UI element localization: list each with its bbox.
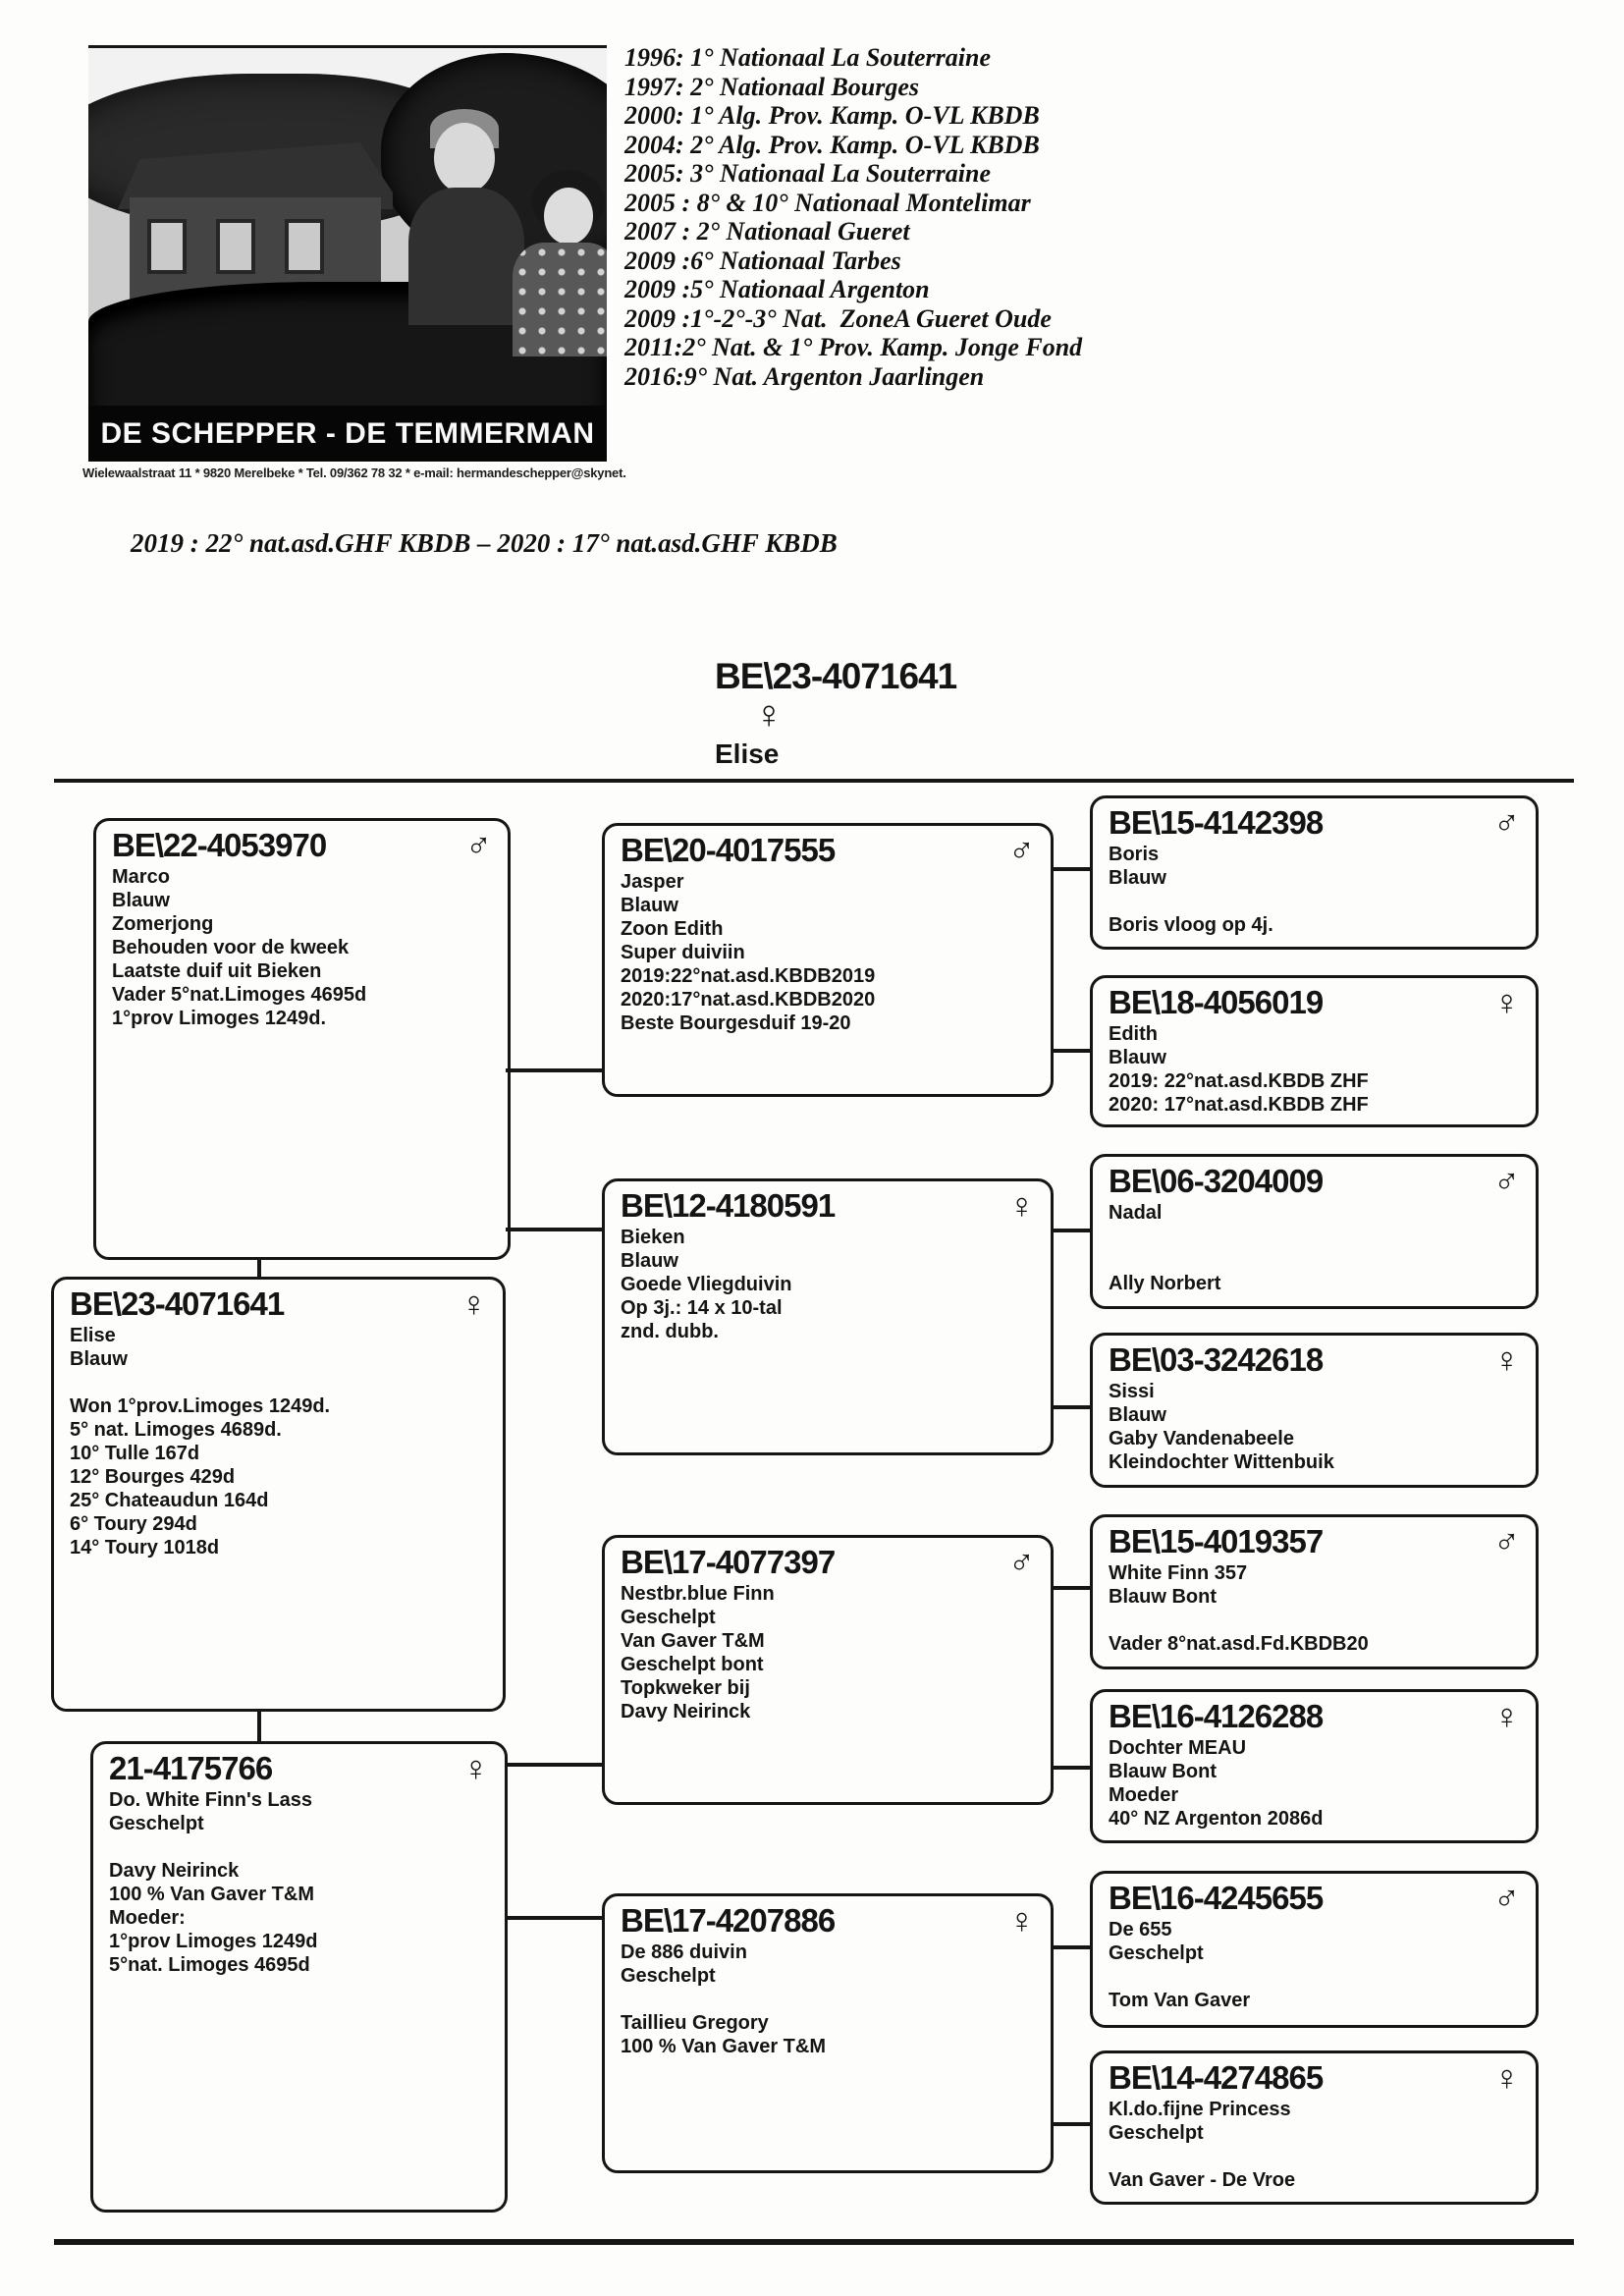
box-line: Vader 5°nat.Limoges 4695d: [112, 983, 367, 1006]
pedigree-connector: [1052, 1586, 1092, 1590]
box-line: Geschelpt: [1109, 1941, 1204, 1964]
box-line: 100 % Van Gaver T&M: [621, 2035, 826, 2057]
box-line: Boris vloog op 4j.: [1109, 913, 1273, 936]
box-line: [1109, 1248, 1520, 1272]
box-line: Won 1°prov.Limoges 1249d.: [70, 1394, 331, 1417]
male-symbol-icon: ♂: [465, 825, 492, 865]
box-line: 40° NZ Argenton 2086d: [1109, 1807, 1324, 1830]
box-line: Blauw: [1109, 1403, 1166, 1426]
box-line: Vader 8°nat.asd.Fd.KBDB20: [1109, 1632, 1369, 1655]
ring-number: BE\06-3204009: [1109, 1163, 1324, 1199]
box-line: [1109, 1225, 1520, 1248]
loft-photo: [88, 45, 607, 462]
achievement-line: 2009 :1°-2°-3° Nat. ZoneA Gueret Oude: [624, 303, 1052, 333]
box-line: Van Gaver T&M: [621, 1629, 765, 1652]
box-line: Topkweker bij: [621, 1676, 750, 1699]
box-lines: [1093, 1199, 1536, 1295]
pedigree-connector: [506, 1228, 604, 1231]
box-line: Blauw: [1109, 1046, 1166, 1068]
box-line: Blauw: [70, 1347, 128, 1370]
box-line: Nestbr.blue Finn: [621, 1582, 775, 1605]
ring-number: BE\18-4056019: [1109, 984, 1324, 1020]
box-lines: [1093, 1916, 1536, 2012]
box-line: Zoon Edith: [621, 917, 724, 940]
photo-window: [216, 219, 255, 274]
photo-man: [434, 123, 495, 193]
box-line: Geschelpt: [109, 1812, 204, 1834]
pedigree-connector: [1052, 1405, 1092, 1409]
female-symbol-icon: ♀: [1493, 1339, 1520, 1380]
bottom-divider: [54, 2239, 1574, 2245]
ring-number: BE\17-4077397: [621, 1544, 836, 1580]
box-line: Geschelpt: [621, 1606, 716, 1628]
box-line: 5° nat. Limoges 4689d.: [70, 1418, 282, 1441]
ring-number: BE\16-4245655: [1109, 1880, 1324, 1916]
box-line: Goede Vliegduivin: [621, 1273, 792, 1295]
pedigree-connector: [1052, 867, 1092, 871]
box-lines: [1093, 1559, 1536, 1656]
box-line: Laatste duif uit Bieken: [112, 959, 322, 982]
box-line: 1°prov Limoges 1249d: [109, 1930, 318, 1952]
top-divider: [54, 779, 1574, 783]
female-symbol-icon: ♀: [460, 1284, 487, 1324]
box-lines: [1093, 1378, 1536, 1474]
achievement-line: 2009 :5° Nationaal Argenton: [624, 275, 930, 303]
subject-name: Elise: [715, 738, 780, 769]
box-line: [109, 1835, 489, 1859]
pedigree-box-princess: [1090, 2050, 1539, 2205]
pedigree-box-nadal: [1090, 1154, 1539, 1309]
pedigree-connector: [506, 1068, 604, 1072]
box-lines: [1093, 841, 1536, 937]
box-line: 25° Chateaudun 164d: [70, 1489, 269, 1511]
address-line: Wielewaalstraat 11 * 9820 Merelbeke * Tel. 09/362 78 32 * e-mail: hermandeschepper@skynet.: [82, 465, 626, 480]
box-lines: [605, 1939, 1051, 2058]
box-line: Behouden voor de kweek: [112, 936, 350, 958]
male-symbol-icon: ♂: [1493, 1161, 1520, 1201]
box-line: Van Gaver - De Vroe: [1109, 2168, 1296, 2191]
achievements-list: [624, 43, 1082, 391]
box-line: Davy Neirinck: [109, 1859, 240, 1882]
box-line: [1109, 1609, 1520, 1632]
box-lines: [1093, 2096, 1536, 2192]
box-line: [1109, 1965, 1520, 1989]
achievement-line: 2007 : 2° Nationaal Gueret: [624, 217, 910, 246]
box-line: Elise: [70, 1324, 116, 1346]
box-line: Bieken: [621, 1226, 685, 1248]
box-line: 5°nat. Limoges 4695d: [109, 1953, 310, 1976]
box-lines: [93, 1786, 505, 1977]
box-line: Taillieu Gregory: [621, 2011, 769, 2034]
box-line: [1109, 2145, 1520, 2168]
achievement-line: 2011:2° Nat. & 1° Prov. Kamp. Jonge Fond: [624, 333, 1083, 361]
female-symbol-icon: ♀: [1008, 1900, 1035, 1941]
box-line: 2020: 17°nat.asd.KBDB ZHF: [1109, 1093, 1369, 1116]
pedigree-connector: [506, 1763, 604, 1767]
pedigree-box-sissi: [1090, 1333, 1539, 1488]
box-line: Jasper: [621, 870, 684, 893]
ring-number: BE\15-4142398: [1109, 804, 1324, 841]
male-symbol-icon: ♂: [1493, 1521, 1520, 1561]
box-line: 100 % Van Gaver T&M: [109, 1883, 314, 1905]
male-symbol-icon: ♂: [1493, 802, 1520, 843]
box-line: Nadal: [1109, 1201, 1163, 1224]
achievement-line: 1997: 2° Nationaal Bourges: [624, 72, 920, 101]
box-line: Super duiviin: [621, 941, 745, 963]
ring-number: BE\17-4207886: [621, 1902, 836, 1939]
pedigree-connector: [257, 1710, 261, 1743]
female-symbol-icon: ♀: [1493, 1696, 1520, 1736]
box-line: 2020:17°nat.asd.KBDB2020: [621, 988, 876, 1011]
achievement-line: 2009 :6° Nationaal Tarbes: [624, 246, 901, 275]
box-line: Blauw: [621, 894, 678, 916]
pedigree-box-elise: [51, 1277, 506, 1712]
ring-number: 21-4175766: [109, 1750, 273, 1786]
box-line: Kleindochter Wittenbuik: [1109, 1450, 1334, 1473]
box-line: Blauw: [1109, 866, 1166, 889]
subject-ring-number: BE\23-4071641: [715, 656, 957, 696]
male-symbol-icon: ♂: [1008, 1542, 1035, 1582]
box-lines: [605, 1580, 1051, 1723]
ring-number: BE\16-4126288: [1109, 1698, 1324, 1734]
photo-man: [408, 188, 524, 325]
photo-window: [285, 219, 324, 274]
pedigree-connector: [1052, 1229, 1092, 1232]
box-lines: [96, 863, 508, 1030]
box-line: Geschelpt: [621, 1964, 716, 1987]
box-line: 2019:22°nat.asd.KBDB2019: [621, 964, 876, 987]
female-symbol-icon: ♀: [754, 693, 784, 737]
pedigree-box-de-655: [1090, 1871, 1539, 2028]
female-symbol-icon: ♀: [1493, 2057, 1520, 2098]
ring-number: BE\20-4017555: [621, 832, 836, 868]
box-line: Tom Van Gaver: [1109, 1989, 1251, 2011]
box-line: Blauw: [621, 1249, 678, 1272]
loft-name-banner: [88, 406, 607, 462]
ring-number: BE\12-4180591: [621, 1187, 836, 1224]
box-line: Ally Norbert: [1109, 1272, 1221, 1294]
pedigree-box-jasper: [602, 823, 1054, 1097]
box-line: Op 3j.: 14 x 10-tal: [621, 1296, 783, 1319]
box-line: 1°prov Limoges 1249d.: [112, 1007, 327, 1029]
pedigree-box-white-finn-357: [1090, 1514, 1539, 1669]
photo-window: [147, 219, 187, 274]
box-line: [621, 1988, 1035, 2011]
pedigree-connector: [506, 1916, 604, 1920]
box-line: De 655: [1109, 1918, 1172, 1941]
achievements-extra-line: 2019 : 22° nat.asd.GHF KBDB – 2020 : 17° nat.asd.GHF KBDB: [131, 528, 838, 558]
box-line: znd. dubb.: [621, 1320, 719, 1342]
box-line: Blauw: [112, 889, 170, 911]
photo-woman: [513, 243, 607, 356]
pedigree-box-marco: [93, 818, 511, 1260]
achievement-line: 2005 : 8° & 10° Nationaal Montelimar: [624, 188, 1031, 217]
box-line: Zomerjong: [112, 912, 214, 935]
box-line: Boris: [1109, 843, 1160, 865]
box-lines: [1093, 1734, 1536, 1831]
box-line: Davy Neirinck: [621, 1700, 751, 1722]
photo-woman: [544, 188, 593, 245]
box-line: [70, 1371, 487, 1394]
box-line: 6° Toury 294d: [70, 1512, 197, 1535]
box-line: Do. White Finn's Lass: [109, 1788, 312, 1811]
box-line: 14° Toury 1018d: [70, 1536, 220, 1558]
pedigree-box-bieken: [602, 1178, 1054, 1455]
box-line: De 886 duivin: [621, 1941, 747, 1963]
box-line: White Finn 357: [1109, 1561, 1248, 1584]
achievement-line: 1996: 1° Nationaal La Souterraine: [624, 43, 991, 72]
achievement-line: 2000: 1° Alg. Prov. Kamp. O-VL KBDB: [624, 101, 1040, 130]
pedigree-connector: [257, 1260, 261, 1279]
box-line: Beste Bourgesduif 19-20: [621, 1011, 851, 1034]
box-line: Gaby Vandenabeele: [1109, 1427, 1294, 1449]
achievement-line: 2016:9° Nat. Argenton Jaarlingen: [624, 361, 985, 391]
box-line: Blauw Bont: [1109, 1760, 1217, 1782]
pedigree-box-dochter-meau: [1090, 1689, 1539, 1843]
box-line: Marco: [112, 865, 170, 888]
pedigree-box-boris: [1090, 795, 1539, 950]
ring-number: BE\22-4053970: [112, 827, 327, 863]
pedigree-connector: [1052, 1049, 1092, 1053]
box-line: Moeder: [1109, 1783, 1179, 1806]
box-line: Blauw Bont: [1109, 1585, 1217, 1608]
box-lines: [54, 1322, 503, 1559]
box-line: Sissi: [1109, 1380, 1155, 1402]
box-lines: [605, 1224, 1051, 1343]
box-line: Edith: [1109, 1022, 1158, 1045]
box-line: 12° Bourges 429d: [70, 1465, 236, 1488]
box-line: [1109, 890, 1520, 913]
female-symbol-icon: ♀: [1008, 1185, 1035, 1226]
pedigree-box-white-finns-lass: [90, 1741, 508, 2213]
pedigree-box-blue-finn: [602, 1535, 1054, 1805]
box-line: Geschelpt bont: [621, 1653, 764, 1675]
box-line: Moeder:: [109, 1906, 186, 1929]
ring-number: BE\03-3242618: [1109, 1341, 1324, 1378]
box-lines: [605, 868, 1051, 1035]
box-line: 2019: 22°nat.asd.KBDB ZHF: [1109, 1069, 1369, 1092]
loft-name: DE SCHEPPER - DE TEMMERMAN: [100, 416, 595, 450]
male-symbol-icon: ♂: [1008, 830, 1035, 870]
female-symbol-icon: ♀: [462, 1748, 489, 1788]
ring-number: BE\23-4071641: [70, 1285, 285, 1322]
pedigree-connector: [1052, 1766, 1092, 1770]
female-symbol-icon: ♀: [1493, 982, 1520, 1022]
pedigree-box-edith: [1090, 975, 1539, 1127]
pedigree-connector: [1052, 1945, 1092, 1949]
box-line: Kl.do.fijne Princess: [1109, 2098, 1291, 2120]
achievement-line: 2004: 2° Alg. Prov. Kamp. O-VL KBDB: [624, 130, 1040, 159]
box-line: 10° Tulle 167d: [70, 1442, 200, 1464]
box-line: Dochter MEAU: [1109, 1736, 1247, 1759]
box-line: Geschelpt: [1109, 2121, 1204, 2144]
ring-number: BE\15-4019357: [1109, 1523, 1324, 1559]
pedigree-box-886-duivin: [602, 1893, 1054, 2173]
male-symbol-icon: ♂: [1493, 1878, 1520, 1918]
achievement-line: 2005: 3° Nationaal La Souterraine: [624, 159, 991, 188]
pedigree-connector: [1052, 2122, 1092, 2126]
box-lines: [1093, 1020, 1536, 1117]
ring-number: BE\14-4274865: [1109, 2059, 1324, 2096]
